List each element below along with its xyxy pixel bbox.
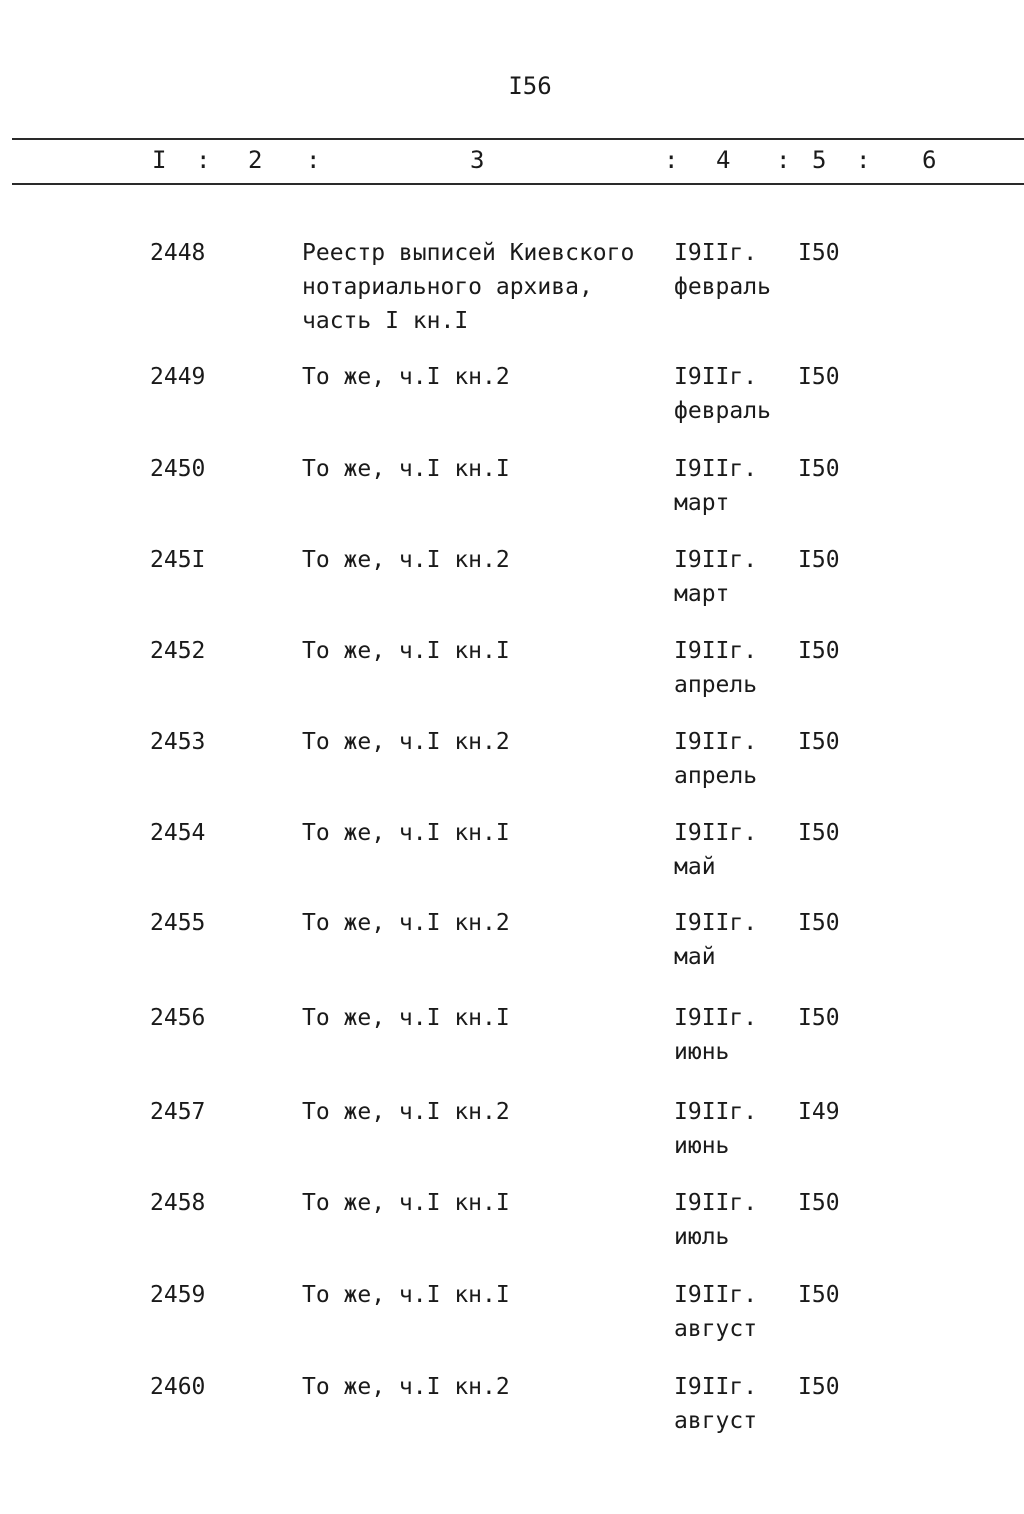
row-title-line: То же, ч.I кн.2 <box>302 1099 510 1125</box>
row-number: 2458 <box>150 1190 206 1216</box>
row-sheets: I50 <box>798 638 840 664</box>
row-sheets: I50 <box>798 547 840 573</box>
row-title-line: То же, ч.I кн.2 <box>302 910 510 936</box>
row-year: I9IIг. <box>674 240 758 266</box>
row-sheets: I49 <box>798 1099 840 1125</box>
row-number: 2455 <box>150 910 206 936</box>
row-number: 2454 <box>150 820 206 846</box>
row-month: апрель <box>674 763 758 789</box>
row-month: май <box>674 854 716 880</box>
row-date <box>674 906 794 974</box>
row-year: I9IIг. <box>674 1282 758 1308</box>
header-separator-3: : <box>664 146 679 174</box>
row-title-line: То же, ч.I кн.I <box>302 456 510 482</box>
row-month: март <box>674 581 730 607</box>
row-date <box>674 1095 794 1163</box>
row-year: I9IIг. <box>674 1099 758 1125</box>
row-title-line: То же, ч.I кн.2 <box>302 729 510 755</box>
row-month: июнь <box>674 1133 730 1159</box>
row-number: 2448 <box>150 240 206 266</box>
row-year: I9IIг. <box>674 456 758 482</box>
row-title <box>302 1370 652 1404</box>
row-year: I9IIг. <box>674 820 758 846</box>
row-sheets: I50 <box>798 364 840 390</box>
row-title-line: Реестр выписей Киевского <box>302 240 635 266</box>
row-title <box>302 725 652 759</box>
header-separator-4: : <box>776 146 791 174</box>
header-bottom-rule <box>12 183 1024 185</box>
row-title <box>302 906 652 940</box>
header-separator-5: : <box>856 146 871 174</box>
row-month: март <box>674 490 730 516</box>
row-number: 2459 <box>150 1282 206 1308</box>
row-title <box>302 1278 652 1312</box>
row-title-line: То же, ч.I кн.I <box>302 820 510 846</box>
row-month: июнь <box>674 1039 730 1065</box>
row-title <box>302 816 652 850</box>
row-title-line: часть I кн.I <box>302 308 469 334</box>
row-sheets: I50 <box>798 1005 840 1031</box>
row-year: I9IIг. <box>674 1005 758 1031</box>
row-title-line: То же, ч.I кн.I <box>302 1282 510 1308</box>
row-title-line: То же, ч.I кн.I <box>302 638 510 664</box>
header-separator-1: : <box>196 146 211 174</box>
row-year: I9IIг. <box>674 638 758 664</box>
row-year: I9IIг. <box>674 364 758 390</box>
header-col-5: 5 <box>812 146 827 174</box>
row-sheets: I50 <box>798 1282 840 1308</box>
row-number: 2452 <box>150 638 206 664</box>
page-number: I56 <box>508 72 552 100</box>
row-title-line: То же, ч.I кн.2 <box>302 364 510 390</box>
row-number: 2456 <box>150 1005 206 1031</box>
row-sheets: I50 <box>798 1374 840 1400</box>
header-col-1: I <box>152 146 167 174</box>
header-col-3: 3 <box>470 146 485 174</box>
row-year: I9IIг. <box>674 1190 758 1216</box>
header-col-4: 4 <box>716 146 731 174</box>
row-title <box>302 1186 652 1220</box>
row-title-line: То же, ч.I кн.I <box>302 1005 510 1031</box>
row-title <box>302 634 652 668</box>
header-top-rule <box>12 138 1024 140</box>
row-month: февраль <box>674 274 771 300</box>
row-date <box>674 543 794 611</box>
row-number: 2457 <box>150 1099 206 1125</box>
row-sheets: I50 <box>798 240 840 266</box>
row-title <box>302 543 652 577</box>
row-number: 2453 <box>150 729 206 755</box>
row-title-line: То же, ч.I кн.I <box>302 1190 510 1216</box>
row-date <box>674 634 794 702</box>
row-month: август <box>674 1408 758 1434</box>
row-month: август <box>674 1316 758 1342</box>
row-sheets: I50 <box>798 456 840 482</box>
row-date <box>674 360 794 428</box>
row-year: I9IIг. <box>674 910 758 936</box>
row-year: I9IIг. <box>674 729 758 755</box>
row-date <box>674 1186 794 1254</box>
row-date <box>674 236 794 304</box>
row-sheets: I50 <box>798 820 840 846</box>
row-title <box>302 236 652 338</box>
row-title <box>302 1095 652 1129</box>
row-number: 2460 <box>150 1374 206 1400</box>
row-number: 2450 <box>150 456 206 482</box>
row-title <box>302 1001 652 1035</box>
row-title-line: нотариального архива, <box>302 274 593 300</box>
row-title-line: То же, ч.I кн.2 <box>302 1374 510 1400</box>
row-sheets: I50 <box>798 729 840 755</box>
row-number: 245I <box>150 547 206 573</box>
row-date <box>674 725 794 793</box>
row-sheets: I50 <box>798 910 840 936</box>
row-month: май <box>674 944 716 970</box>
header-separator-2: : <box>306 146 321 174</box>
row-number: 2449 <box>150 364 206 390</box>
header-col-6: 6 <box>922 146 937 174</box>
row-sheets: I50 <box>798 1190 840 1216</box>
header-col-2: 2 <box>248 146 263 174</box>
row-date <box>674 1001 794 1069</box>
row-date <box>674 816 794 884</box>
row-date <box>674 1278 794 1346</box>
row-month: апрель <box>674 672 758 698</box>
row-date <box>674 452 794 520</box>
row-title <box>302 360 652 394</box>
row-year: I9IIг. <box>674 547 758 573</box>
row-month: февраль <box>674 398 771 424</box>
row-title <box>302 452 652 486</box>
table-header <box>0 146 1024 178</box>
row-year: I9IIг. <box>674 1374 758 1400</box>
row-date <box>674 1370 794 1438</box>
row-title-line: То же, ч.I кн.2 <box>302 547 510 573</box>
row-month: июль <box>674 1224 730 1250</box>
